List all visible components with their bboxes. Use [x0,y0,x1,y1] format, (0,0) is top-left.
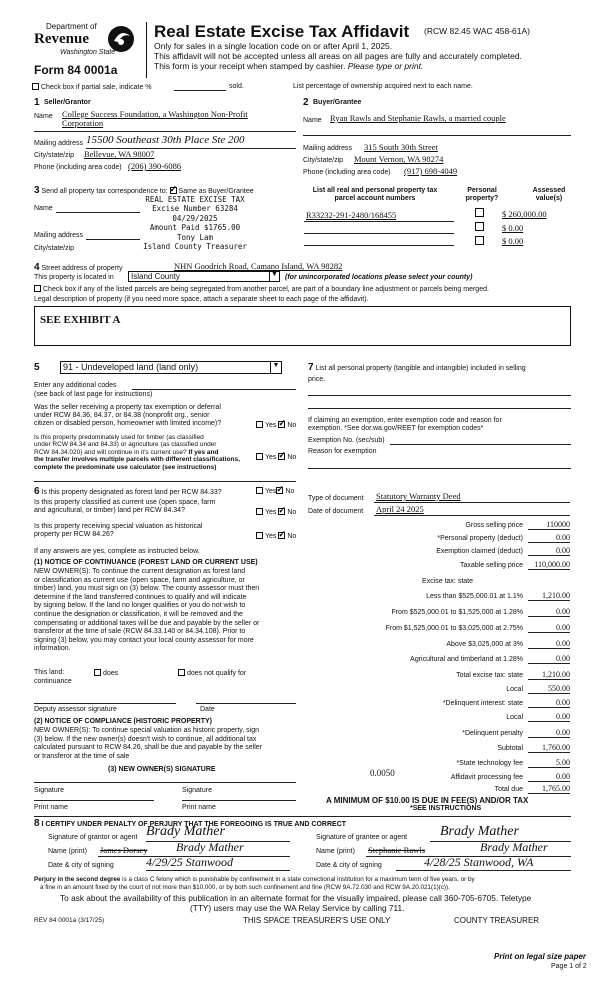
landuse-select[interactable]: 91 - Undeveloped land (land only) ▼ [60,361,282,374]
assessed-value-3[interactable]: $ 0.00 [502,236,524,246]
county-label: This property is located in [34,274,114,281]
owner-signature-field-1[interactable] [34,800,154,801]
calc-value[interactable]: 0.00 [528,546,570,556]
treasurer-stamp: REAL ESTATE EXCISE TAX Excise Number 63284 04/29/2025 Amount Paid $1765.00 Tony Lam Island County Treasurer [143,195,247,251]
buyer-addr-label: Mailing address [303,145,353,152]
owner-sig-label-2: Signature [182,787,212,794]
timber-yes-checkbox[interactable] [256,453,263,460]
sec1-number: 1 [34,97,40,108]
page-number: Page 1 of 2 [551,963,587,970]
header-divider [146,22,147,78]
calc-value[interactable]: 1,210.00 [528,670,570,680]
buyer-name-label: Name [303,117,322,124]
segregation-checkbox[interactable] [34,285,41,292]
land-does-not-checkbox[interactable] [178,669,185,676]
grantor-sig-label: Signature of grantor or agent [48,834,138,841]
form-citation: (RCW 82.45 WAC 458-61A) [424,26,530,36]
assessor-sig-label: Deputy assessor signature [34,706,117,713]
calc-value[interactable]: 0.00 [528,728,570,738]
timber-no-checkbox[interactable] [278,453,285,460]
current-use-question: Is this property classified as current use (open space, farm and agricultural, or timber) land per RCW 84.34? [34,499,216,515]
calc-value[interactable]: 0.00 [528,533,570,543]
seller-address[interactable]: 15500 Southeast 30th Place Ste 200 [86,134,245,146]
logo-dept: Department of [46,22,97,31]
calc-value[interactable]: 110,000.00 [528,560,570,570]
legal-description: SEE EXHIBIT A [40,314,121,326]
exemption-yes-no: Yes ✓ No [256,421,296,430]
legal-paper: Print on legal size paper [494,952,587,961]
notice1-body: NEW OWNER(S): To continue the current designation as forest land or classification as current use (open space, farm and agriculture, or timber) land, you must sign on (3) below. The county assessor must then determine if the land transferred continues to qualify and will indicate by signing below. If the land no longer qualifies or you do not wish to continue the designation or classification, it will be removed and the compensating or additional taxes will be due and payable by the seller or transferor at the time of sale (RCW 84.33.140 or 84.34.108). Prior to signing (3) below, you may contact your local county assessor for more information. [34,568,260,653]
grantee-name-label: Name (print) [316,848,355,855]
calc-value[interactable]: 0.00 [528,607,570,617]
exemption-question: Was the seller receiving a property tax exemption or deferral under RCW 84.36, 84.37, or 84.38 (nonprofit org., senior citizen or disabled person, homeowner with limited income)? [34,404,222,428]
historic-yes-no: Yes ✓ No [256,532,296,541]
grantor-date-city[interactable]: 4/29/25 Stanwood [146,855,234,869]
minimum-due: A MINIMUM OF $10.00 IS DUE IN FEE(S) AND/OR TAX [326,796,529,805]
county-treasurer: COUNTY TREASURER [454,916,540,925]
sec2-number: 2 [303,97,309,108]
buyer-csz[interactable]: Mount Vernon, WA 98274 [354,154,444,164]
seller-phone-label: Phone (including area code) [34,164,122,171]
grantee-date-city[interactable]: 4/28/25 Stanwood, WA [424,855,534,869]
forest-no-checkbox[interactable] [276,487,283,494]
header-sub1: Only for sales in a single location code on or after April 1, 2025. [154,41,393,51]
grantor-signature[interactable]: Brady Mather [146,824,225,839]
exemption-yes-checkbox[interactable] [256,421,263,428]
treasurer-only: THIS SPACE TREASURER'S USE ONLY [243,916,391,925]
assessed-value-heading: Assessed value(s) [532,187,566,203]
sec2-heading: Buyer/Grantee [313,99,362,106]
revision: REV 84 0001a (3/17/25) [34,917,105,924]
calc-label: *Delinquent interest: state [442,700,523,707]
calc-label: Agricultural and timberland at 1.28% [410,656,523,663]
seller-name-label: Name [34,113,53,120]
seller-name[interactable]: College Success Foundation, a Washington Non-Profit [62,109,248,119]
exemption-no-checkbox[interactable] [278,421,285,428]
see-instructions: *SEE INSTRUCTIONS [410,805,482,812]
logo-revenue: Revenue [34,31,89,47]
assessor-signature-field[interactable] [34,703,176,704]
codes-sub: (see back of last page for instructions) [34,391,153,398]
land-qualify-row: This land: [34,669,65,676]
reason-label: Reason for exemption [308,448,377,455]
land-does-checkbox[interactable] [94,669,101,676]
calc-label: Exemption claimed (deduct) [436,548,523,555]
document-date[interactable]: April 24 2025 [376,504,424,514]
historic-no-checkbox[interactable] [278,532,285,539]
land-does-not-option: does not qualify for [178,669,246,678]
buyer-address[interactable]: 315 South 30th Street [364,142,438,152]
ownership-note: List percentage of ownership acquired next to each name. [293,83,473,90]
grantee-signature[interactable]: Brady Mather [440,824,519,839]
county-note: (for unincorporated locations please select your county) [285,274,473,281]
seller-name-2[interactable]: Corporation [62,118,104,128]
notice2-heading: (2) NOTICE OF COMPLIANCE (HISTORIC PROPERTY) [34,718,212,725]
sec4-row: 4 Street address of property [34,262,123,273]
chevron-down-icon: ▼ [269,271,279,282]
parcel-number-1[interactable]: R33232-291-2480/168455 [306,210,397,220]
sec5-number: 5 [34,362,40,373]
grantee-date-label: Date & city of signing [316,862,382,869]
property-address[interactable]: NHN Goodrich Road, Camano Island, WA 98282 [174,261,343,271]
calc-value[interactable]: 0.00 [528,654,570,664]
timber-question: Is this property predominately used for timber (as classified under RCW 84.34 and 84.33) or agriculture (as classified under RCW 84.34.020) and will continue in it's current use? If yes and the transfer involves multiple parcels with different classifications, complete the predominate use calculator (see instructions) [34,434,240,471]
calc-label: Local [506,714,523,721]
partial-sold: sold. [229,83,244,90]
notice2-body: NEW OWNER(S): To continue special valuation as historic property, sign (3) below. If the new owner(s) doesn't wish to continue, all additional tax calculated pursuant to RCW 84.26, shall be due and payable by the seller or transferor at the time of sale [34,727,263,760]
reason-field[interactable] [308,468,571,469]
calc-value[interactable]: 110000 [528,520,570,530]
sec3-csz-label: City/state/zip [34,245,75,252]
calc-label: Taxable selling price [459,562,523,569]
notice1-heading: (1) NOTICE OF CONTINUANCE (FOREST LAND OR CURRENT USE) [34,559,258,566]
grantor-name-hand: Brady Mather [176,840,244,854]
partial-sale-checkbox[interactable] [32,83,39,90]
local-rate[interactable]: 0.0050 [370,768,395,778]
personal-property-checkbox-1[interactable] [475,208,486,219]
assessor-date-label: Date [200,706,215,713]
sec7-label: 7 List all personal property (tangible and intangible) included in selling [308,362,526,373]
parcel-list-heading: List all real and personal property tax parcel account numbers [312,187,438,203]
segregation-row: Check box if any of the listed parcels are being segregated from another parcel, are part of a boundary line adjustment or parcels being merged. [34,285,489,294]
grantee-name[interactable]: Stephanie Rawls [368,845,425,855]
seller-csz[interactable]: Bellevue, WA 98007 [84,149,155,159]
calc-label: *State technology fee [456,760,523,767]
assessed-value-1[interactable]: $ 260,000.00 [502,209,547,219]
codes-field[interactable] [132,389,296,390]
if-yes-note: If any answers are yes, complete as instructed below. [34,548,200,555]
calc-value[interactable]: 0.00 [528,623,570,633]
calc-value[interactable]: 5.00 [528,758,570,768]
grantee-sig-label: Signature of grantee or agent [316,834,408,841]
exemption-no-label: Exemption No. (sec/sub) [308,437,385,444]
form-title: Real Estate Excise Tax Affidavit [154,22,410,41]
seller-phone[interactable]: (206) 390-6086 [128,161,182,171]
sec3-name-label: Name [34,205,53,212]
calc-value[interactable]: 1,760.00 [528,743,570,753]
county-select[interactable]: Island County ▼ [128,271,280,282]
logo-state: Washington State [60,49,116,56]
personal-property-heading: Personal property? [465,187,499,203]
buyer-phone[interactable]: (917) 698-4049 [404,166,458,176]
current-use-no-checkbox[interactable] [278,508,285,515]
grantee-name-hand: Brady Mather [480,840,548,854]
calc-value[interactable]: 0.00 [528,698,570,708]
sec3-row: 3 Send all property tax correspondence to: ✓ Same as Buyer/Grantee [34,185,254,197]
access-notice-2: (TTY) users may use the WA Relay Service by calling 711. [190,903,405,913]
logo [34,22,144,62]
personal-property-checkbox-3[interactable] [475,236,486,247]
current-use-yes-checkbox[interactable] [256,508,263,515]
calc-label: Affidavit processing fee [450,774,523,781]
header-sub2: This affidavit will not be accepted unless all areas on all pages are fully and accurately completed. [154,51,522,61]
calc-value[interactable]: 0.00 [528,639,570,649]
seller-csz-label: City/state/zip [34,152,75,159]
calc-label: Total excise tax: state [456,672,523,679]
buyer-phone-label: Phone (including area code) [303,169,391,176]
calc-label: Local [506,686,523,693]
doctype-label: Type of document [308,495,364,502]
personal-property-field[interactable] [308,395,571,396]
legal-desc-label: Legal description of property (if you need more space, attach a separate sheet to each page of the affidavit). [34,296,369,303]
document-type[interactable]: Statutory Warranty Deed [376,491,461,501]
notice3-heading: (3) NEW OWNER(S) SIGNATURE [108,766,216,773]
buyer-name[interactable]: Ryan Rawls and Stephanie Rawls, a married couple [330,113,506,123]
calc-label: Less than $525,000.01 at 1.1% [426,593,523,600]
partial-sale-row: Check box if partial sale, indicate % [32,83,152,92]
sec7-label-2: price. [308,376,326,383]
header-sub3: This form is your receipt when stamped by cashier. Please type or print. [154,61,424,71]
form-number: Form 84 0001a [34,63,118,77]
seller-addr-label: Mailing address [34,140,84,147]
calc-label: Total due [494,786,523,793]
calc-value[interactable]: 0.00 [528,772,570,782]
perjury-notice: Perjury in the second degree is a class C felony which is punishable by confinement in a state correctional institution for a maximum term of five years, or by [34,876,475,883]
calc-label: Subtotal [497,745,523,752]
grantor-name[interactable]: James Dorsey [100,845,148,855]
calc-label: From $1,525,000.01 to $3,025,000 at 2.75% [385,625,523,632]
owner-sig-label-1: Signature [34,787,64,794]
chevron-down-icon: ▼ [270,362,281,373]
forest-yes-checkbox[interactable] [256,487,263,494]
current-use-yes-no: Yes ✓ No [256,508,296,517]
forest-yes-no: Yes✓ No [256,487,294,496]
land-does-option: does [94,669,118,678]
forest-question: 6 Is this property designated as forest land per RCW 84.33? [34,486,222,497]
same-as-buyer-checkbox[interactable] [170,187,177,194]
sec1-heading: Seller/Grantor [44,99,91,106]
access-notice: To ask about the availability of this publication in an alternate format for the visually impaired, please call 360-705-6705. Teletype [60,893,532,903]
calc-label: Gross selling price [465,522,523,529]
calc-value[interactable]: 550.00 [528,684,570,694]
owner-print-label-2: Print name [182,804,216,811]
exemption-note: If claiming an exemption, enter exemption code and reason for exemption. *See dor.wa.gov/REET for exemption codes* [308,417,502,433]
assessor-date-field[interactable] [196,703,296,704]
calc-label: Above $3,025,000 at 3% [446,641,523,648]
calc-label: *Personal property (deduct) [437,535,523,542]
sec3-addr-label: Mailing address [34,232,84,239]
certification: 8 I CERTIFY UNDER PENALTY OF PERJURY THAT THE FOREGOING IS TRUE AND CORRECT [34,818,347,829]
docdate-label: Date of document [308,508,364,515]
personal-property-checkbox-2[interactable] [475,222,486,233]
buyer-csz-label: City/state/zip [303,157,344,164]
owner-signature-field-2[interactable] [182,800,296,801]
assessed-value-2[interactable]: $ 0.00 [502,223,524,233]
continuance-label: continuance [34,678,72,685]
perjury-notice-2: a fine in an amount fixed by the court of not more than $10,000, or by both such confinement and fine (RCW 9A.72.030 and RCW 9A.20.021(1)(c)). [40,884,450,891]
calc-label: Excise tax: state [422,578,473,585]
grantor-name-label: Name (print) [48,848,87,855]
timber-yes-no: Yes ✓ No [256,453,296,462]
partial-percent-field[interactable] [174,90,226,91]
owner-print-label-1: Print name [34,804,68,811]
historic-yes-checkbox[interactable] [256,532,263,539]
historic-question: Is this property receiving special valuation as historical property per RCW 84.26? [34,523,203,539]
calc-value[interactable]: 1,210.00 [528,591,570,601]
exemption-no-field[interactable] [390,444,571,445]
grantor-date-label: Date & city of signing [48,862,114,869]
calc-value[interactable]: 0.00 [528,712,570,722]
calc-label: *Delinquent penalty [462,730,523,737]
calc-value[interactable]: 1,765.00 [528,784,570,794]
calc-label: From $525,000.01 to $1,525,000 at 1.28% [391,609,523,616]
codes-label: Enter any additional codes [34,382,117,389]
